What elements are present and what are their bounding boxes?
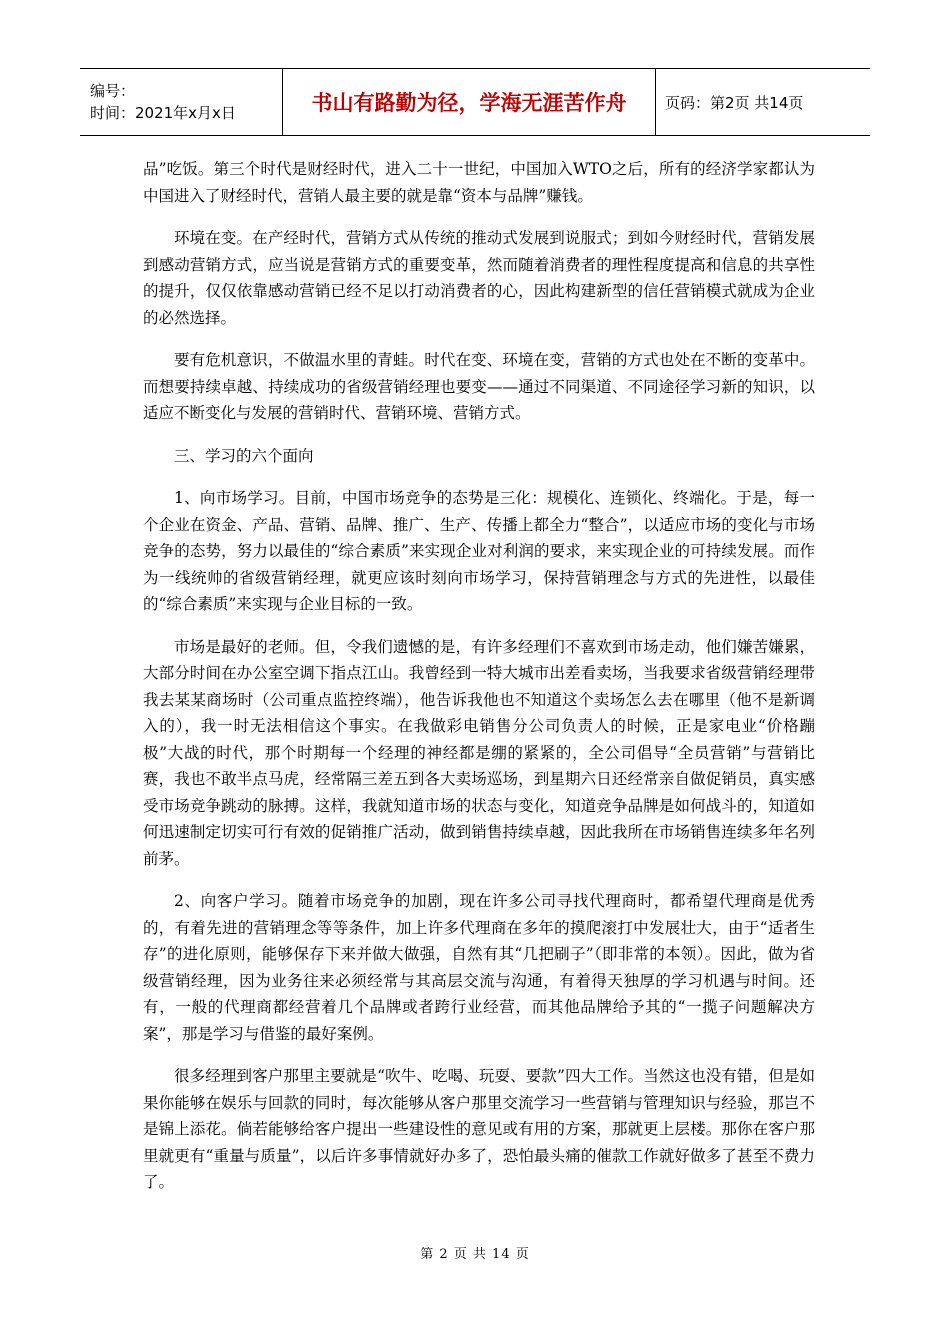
document-date: 时间：2021年x月x日 (90, 104, 236, 122)
paragraph: 品”吃饭。第三个时代是财经时代，进入二十一世纪，中国加入WTO之后，所有的经济学家都认为中国进入了财经时代，营销人最主要的就是靠“资本与品牌”赚钱。 (143, 160, 815, 205)
document-number-label: 编号： (90, 82, 136, 100)
page-header (80, 68, 870, 136)
page-footer: 第 2 页 共 14 页 (420, 1247, 530, 1262)
paragraph: 环境在变。在产经时代，营销方式从传统的推动式发展到说服式；到如今财经时代，营销发展到感动营销方式，应当说是营销方式的重要变革，然而随着消费者的理性程度提高和信息的共享性的提升，仅仅依靠感动营销已经不足以打动消费者的心，因此构建新型的信任营销模式就成为企业的必然选择。 (143, 229, 815, 327)
header-page-info: 页码：第2页 共14页 (665, 93, 804, 112)
document-body (143, 156, 815, 1212)
paragraph: 要有危机意识，不做温水里的青蛙。时代在变、环境在变，营销的方式也处在不断的变革中。而想要持续卓越、持续成功的省级营销经理也要变——通过不同渠道、不同途径学习新的知识，以适应不断变化与发展的营销时代、营销环境、营销方式。 (143, 351, 815, 422)
header-meta (80, 69, 282, 135)
paragraph: 很多经理到客户那里主要就是“吹牛、吃喝、玩耍、要款”四大工作。当然这也没有错，但是如果你能够在娱乐与回款的同时，每次能够从客户那里交流学习一些营销与管理知识与经验，那岂不是锦上添花。倘若能够给客户提出一些建设性的意见或有用的方案，那就更上层楼。那你在客户那里就更有“重量与质量”，以后许多事情就好办多了，恐怕最头痛的催款工作就好做多了甚至不费力了。 (143, 1067, 815, 1191)
section-heading: 三、学习的六个面向 (174, 446, 314, 465)
header-motto: 书山有路勤为径，学海无涯苦作舟 (282, 69, 656, 135)
paragraph: 2、向客户学习。随着市场竞争的加剧，现在许多公司寻找代理商时，都希望代理商是优秀的，有着先进的营销理念等等条件，加上许多代理商在多年的摸爬滚打中发展壮大，由于“适者生存”的进化原则，能够保存下来并做大做强，自然有其“几把刷子”（即非常的本领）。因此，做为省级营销经理，因为业务往来必须经常与其高层交流与沟通，有着得天独厚的学习机遇与时间。还有，一般的代理商都经营着几个品牌或者跨行业经营，而其他品牌给予其的“一揽子问题解决方案”，那是学习与借鉴的最好案例。 (143, 892, 815, 1043)
paragraph: 1、向市场学习。目前，中国市场竞争的态势是三化：规模化、连锁化、终端化。于是，每一个企业在资金、产品、营销、品牌、推广、生产、传播上都全力“整合”，以适应市场的变化与市场竞争的态势，努力以最佳的“综合素质”来实现企业对利润的要求，来实现企业的可持续发展。而作为一线统帅的省级营销经理，就更应该时刻向市场学习，保持营销理念与方式的先进性，以最佳的“综合素质”来实现与企业目标的一致。 (143, 489, 815, 613)
paragraph: 市场是最好的老师。但，令我们遗憾的是，有许多经理们不喜欢到市场走动，他们嫌苦嫌累，大部分时间在办公室空调下指点江山。我曾经到一特大城市出差看卖场，当我要求省级营销经理带我去某某商场时（公司重点监控终端），他告诉我他也不知道这个卖场怎么去在哪里（他不是新调入的），我一时无法相信这个事实。在我做彩电销售分公司负责人的时候，正是家电业“价格蹦极”大战的时代，那个时期每一个经理的神经都是绷的紧紧的，全公司倡导“全员营销”与营销比赛，我也不敢半点马虎，经常隔三差五到各大卖场巡场，到星期六日还经常亲自做促销员，真实感受市场竞争跳动的脉搏。这样，我就知道市场的状态与变化，知道竞争品牌是如何战斗的，知道如何迅速制定切实可行有效的促销推广活动，做到销售持续卓越，因此我所在市场销售连续多年名列前茅。 (143, 637, 815, 868)
